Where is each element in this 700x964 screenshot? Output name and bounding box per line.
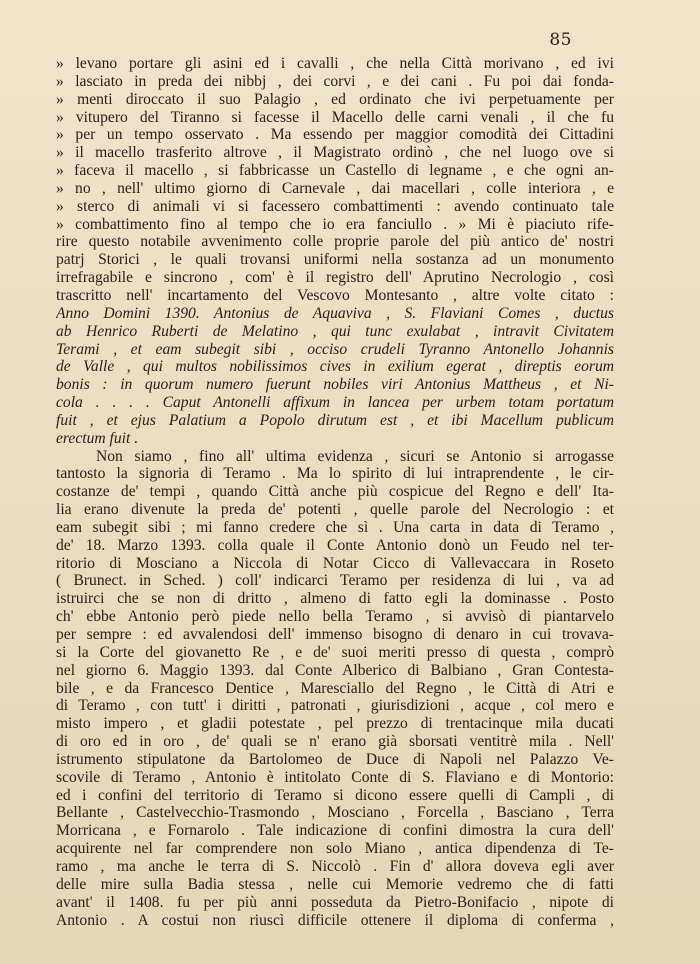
text-line: patrj Storici , le quali trovansi uniformi nella sostanza ad un monumento	[56, 251, 614, 269]
text-line: istrumento stipulatone da Bartolomeo de Duce di Napoli nel Palazzo Ve-	[56, 750, 614, 768]
text-line: acquirente nel far comprendere non solo Miano , antica dipendenza di Te-	[56, 840, 614, 858]
text-line: nel giorno 6. Maggio 1393. dal Conte Alberico di Balbiano , Gran Contesta-	[56, 661, 614, 679]
text-line: per sempre : ed avvalendosi dell' immenso bisogno di denaro in cui trovava-	[56, 626, 614, 643]
text-line: ed i confini del territorio di Teramo si dicono essere quelli di Campli , di	[56, 786, 614, 804]
text-line: ramo , ma anche le terra di S. Niccolò . Fin d' allora doveva egli aver	[56, 857, 614, 875]
text-line: istruirci che se non di dritto , almeno di fatto egli la dominasse . Posto	[56, 590, 614, 608]
text-line: » il macello trasferito altrove , il Magistrato ordinò , che nel luogo ove si	[56, 144, 614, 162]
quote-line: Anno Domini 1390. Antonius de Aquaviva , S. Flaviani Comes , ductus	[56, 304, 614, 322]
text-line: » no , nell' ultimo giorno di Carnevale , dai macellari , colle interiora , e	[56, 179, 614, 197]
quote-line: bonis : in quorum numero fuerunt nobiles viri Antonius Mattheus , et Ni-	[56, 376, 614, 394]
text-line: scovile di Teramo , Antonio è intitolato Conte di S. Flaviano e di Montorio:	[56, 768, 614, 786]
quote-line: fuit , et ejus Palatium a Popolo dirutum est , et ibi Macellum publicum	[56, 411, 614, 429]
text-line: » sterco di animali vi si facessero combattimenti : avendo continuato tale	[56, 197, 614, 215]
text-line: Antonio . A costui non riuscì difficile ottenere il diploma di conferma ,	[56, 911, 614, 929]
text-line: » per un tempo osservato . Ma essendo per maggior comodità dei Cittadini	[56, 126, 614, 144]
latin-quotation	[56, 305, 614, 448]
text-line: de' 18. Marzo 1393. colla quale il Conte Antonio donò un Feudo nel ter-	[56, 536, 614, 554]
text-line: di Teramo , con tutt' i diritti , patronati , giurisdizioni , acque , col mero e	[56, 697, 614, 715]
text-line: avant' il 1408. fu per più anni posseduta da Pietro-Bonifacio , nipote di	[56, 893, 614, 911]
page-number: 85	[549, 30, 572, 50]
text-line: » faceva il macello , si fabbricasse un Castello di legname , e che ogni an-	[56, 162, 614, 180]
quote-line: Terami , et eam subegit sibi , occiso crudeli Tyranno Antonello Johannis	[56, 340, 614, 358]
text-line: bile , e da Francesco Dentice , Maresciallo del Regno , le Città di Atri e	[56, 679, 614, 697]
text-line: misto impero , et gladii potestate , pel prezzo di trentacinque mila ducati	[56, 715, 614, 733]
text-line: ch' ebbe Antonio però piede nello bella Teramo , si avvisò di piantarvelo	[56, 608, 614, 626]
text-line: Bellante , Castelvecchio-Trasmondo , Mosciano , Forcella , Basciano , Terra	[56, 804, 614, 822]
text-line: Morricana , e Fornarolo . Tale indicazione di confini dimostra la cura dell'	[56, 822, 614, 840]
text-line: eam subegit sibi ; mi fanno credere che sì . Una carta in data di Teramo ,	[56, 518, 614, 536]
text-line: di oro ed in oro , de' quali se n' erano già sborsati ventitrè mila . Nell'	[56, 733, 614, 751]
text-line: delle mire sulla Badia stessa , nelle cui Memorie vedremo che di fatti	[56, 875, 614, 893]
text-line: tantosto la signoria di Teramo . Ma lo spirito di lui intraprendente , le cir-	[56, 465, 614, 483]
quote-line: cola . . . . Caput Antonelli affixum in lancea per urbem totam portatum	[56, 394, 614, 412]
quote-line: erectum fuit .	[56, 429, 139, 447]
body-text	[56, 55, 614, 929]
text-line: irrefragabile e sincrono , com' è il registro dell' Aprutino Necrologio , così	[56, 269, 614, 287]
text-line: rire questo notabile avvenimento colle proprie parole del più antico de' nostri	[56, 233, 614, 251]
text-line: trascritto nell' incartamento del Vescovo Montesanto , altre volte citato :	[56, 286, 614, 304]
text-line: » levano portare gli asini ed i cavalli , che nella Città morivano , ed ivi	[56, 55, 614, 72]
text-line: Non siamo , fino all' ultima evidenza , sicuri se Antonio si arrogasse	[96, 447, 614, 465]
text-line: ritorio di Mosciano a Niccola di Notar Cicco di Vallevaccara in Roseto	[56, 554, 614, 572]
text-line: » combattimento fino al tempo che io era fanciullo . » Mi è piaciuto rife-	[56, 215, 614, 233]
quote-line: de Valle , qui multos nobilissimos cives in exilium egerat , direptis eorum	[56, 358, 614, 376]
text-line: » vitupero del Tiranno si facesse il Macello delle carni venali , il che fu	[56, 108, 614, 126]
text-line: si la Corte del giovanetto Re , e de' suoi meriti presso di questa , comprò	[56, 643, 614, 661]
text-line: » lasciato in preda dei nibbj , dei corvi , e dei cani . Fu poi dai fonda-	[56, 72, 614, 90]
quote-line: ab Henrico Ruberti de Melatino , qui tunc exulabat , intravit Civitatem	[56, 322, 614, 340]
text-line: » menti diroccato il suo Palagio , ed ordinato che ivi perpetuamente per	[56, 90, 614, 108]
text-line: ( Brunect. in Sched. ) coll' indicarci Teramo per residenza di lui , va ad	[56, 572, 614, 590]
text-line: lia erano divenute la preda de' potenti , quelle parole del Necrologio : et	[56, 501, 614, 519]
text-line: costanze de' tempi , quando Città anche più cospicue del Regno e dell' Ita-	[56, 483, 614, 501]
